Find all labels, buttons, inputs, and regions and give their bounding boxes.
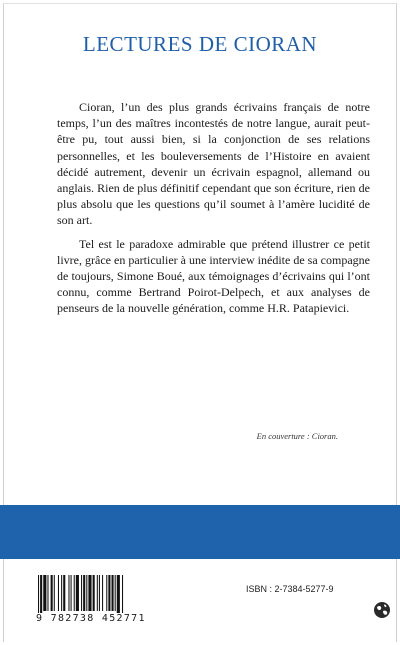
paragraph-2: Tel est le paradoxe admirable que prétend illustrer ce petit livre, grâce en particulier à une interview inédite de sa compagne de toujours, Simone Boué, aux témoignages d’écrivains qui l’ont connu, comme Bertrand Poirot-Delpech, et aux analyses de penseurs de la nouvelle génération, comme H.R. Patapievici.	[57, 236, 370, 316]
paragraph-1: Cioran, l’un des plus grands écrivains français de notre temps, l’un des maîtres incontestés de notre langue, aurait peut-être pu, tout aussi bien, si la conjonction de ses relations personnelles, et les bouleversements de l’Histoire en avaient décidé autrement, devenir un écrivain espagnol, allemand ou anglais. Rien de plus définitif cependant que son écriture, rien de plus absolu que les questions qu’il soumet à l’amère lucidité de son art.	[57, 100, 370, 228]
barcode-digits: 9 782738 452771	[36, 613, 176, 624]
book-title: LECTURES DE CIORAN	[82, 32, 318, 56]
cover-credit: En couverture : Cioran.	[256, 431, 338, 441]
isbn-label: ISBN : 2-7384-5277-9	[246, 584, 334, 594]
globe-logo-icon	[373, 601, 391, 619]
back-cover-text	[57, 99, 370, 324]
blue-band	[0, 505, 400, 559]
